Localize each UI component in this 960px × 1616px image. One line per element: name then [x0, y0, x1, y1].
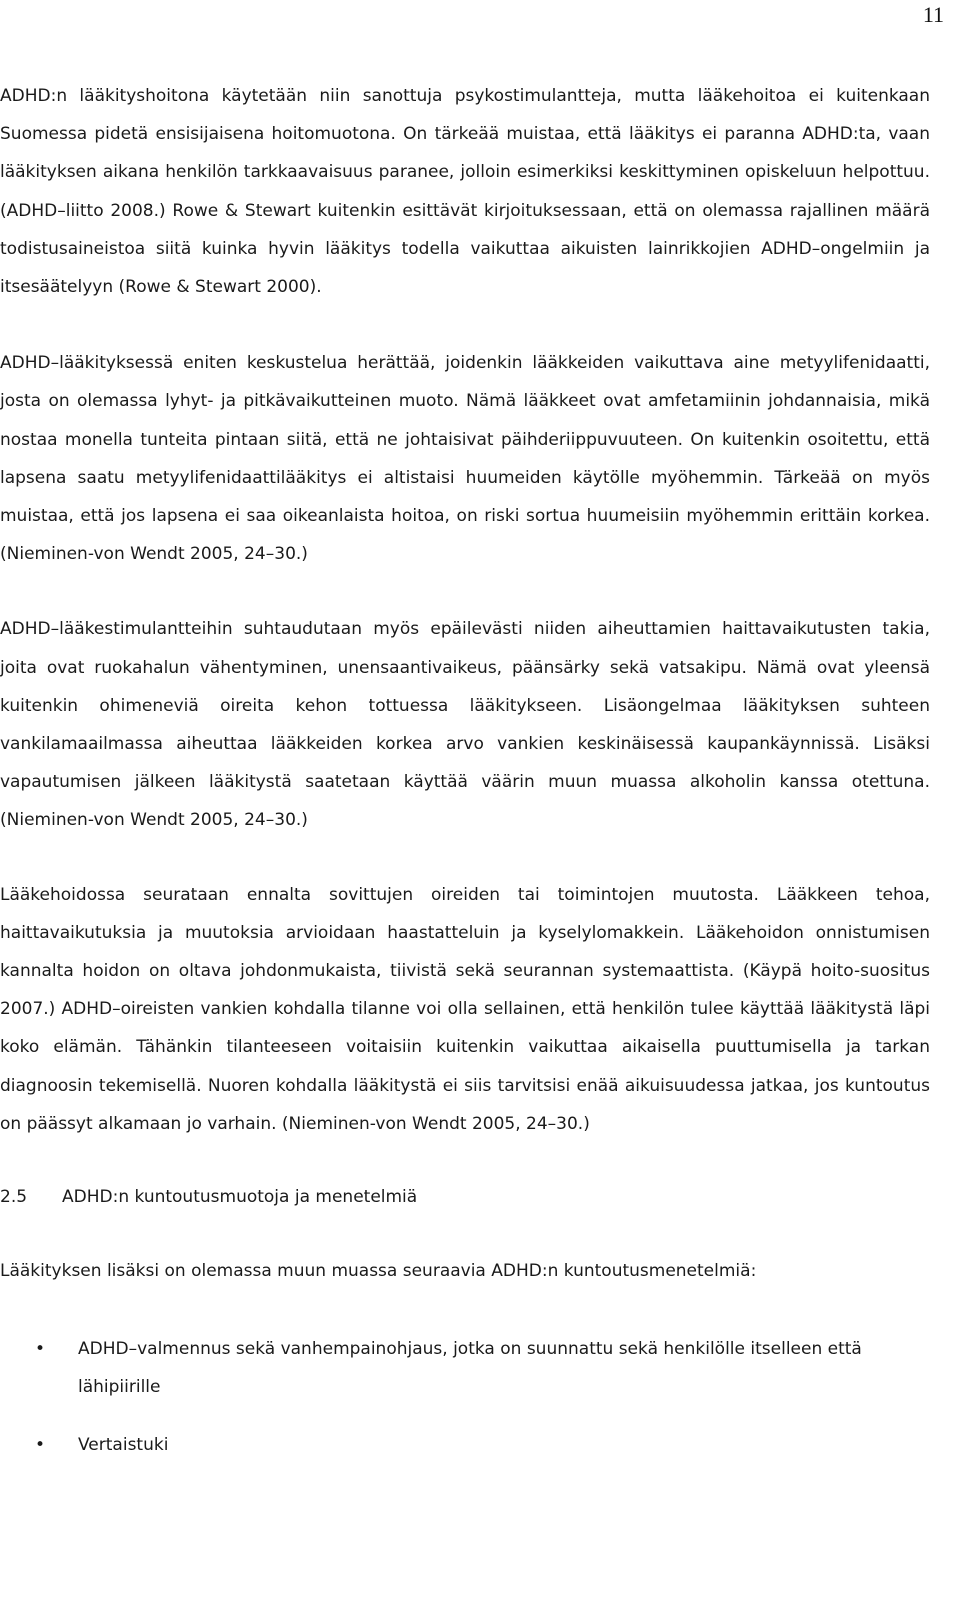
- document-body: [0, 77, 930, 1484]
- list-item-text: Vertaistuki: [78, 1435, 169, 1456]
- paragraph-side-effects: ADHD–lääkestimulantteihin suhtaudutaan myös epäilevästi niiden aiheuttamien haittavaikutusten takia, joita ovat ruokahalun vähentyminen, unensaantivaikeus, päänsärky sekä vatsakipu. Nämä ovat yleensä kuitenkin ohimeneviä oireita kehon tottuessa lääkitykseen. Lisäongelmaa lääkityksen suhteen vankilamaailmassa aiheuttaa lääkkeiden korkea arvo vankien keskinäisessä kaupankäynnissä. Lisäksi vapautumisen jälkeen lääkitystä saatetaan käyttää väärin muun muassa alkoholin kanssa otettuna. (Nieminen-von Wendt 2005, 24–30.): [0, 619, 930, 831]
- paragraph-medication-intro: ADHD:n lääkityshoitona käytetään niin sanottuja psykostimulantteja, mutta lääkehoitoa ei kuitenkaan Suomessa pidetä ensisijaisena hoitomuotona. On tärkeää muistaa, että lääkitys ei paranna ADHD:ta, vaan lääkityksen aikana henkilön tarkkaavaisuus paranee, jolloin esimerkiksi keskittyminen opiskeluun helpottuu. (ADHD–liitto 2008.) Rowe & Stewart kuitenkin esittävät kirjoituksessaan, että on olemassa rajallinen määrä todistusaineistoa siitä kuinka hyvin lääkitys todella vaikuttaa aikuisten lainrikkojien ADHD–ongelmiin ja itsesäätelyyn (Rowe & Stewart 2000).: [0, 86, 930, 298]
- section-heading: [0, 1178, 930, 1216]
- section-number: 2.5: [0, 1187, 28, 1208]
- paragraph-methylphenidate: ADHD–lääkityksessä eniten keskustelua herättää, joidenkin lääkkeiden vaikuttava aine metyylifenidaatti, josta on olemassa lyhyt- ja pitkävaikutteinen muoto. Nämä lääkkeet ovat amfetamiinin johdannaisia, mikä nostaa monella tunteita pintaan siitä, että ne johtaisivat päihderiippuvuuteen. On kuitenkin osoitettu, että lapsena saatu metyylifenidaattilääkitys ei altistaisi huumeiden käytölle myöhemmin. Tärkeää on myös muistaa, että jos lapsena ei saa oikeanlaista hoitoa, on riski sortua huumeisiin myöhemmin erittäin korkea. (Nieminen-von Wendt 2005, 24–30.): [0, 353, 930, 565]
- bullet-icon: •: [35, 1339, 46, 1360]
- rehab-methods-list: [0, 1330, 930, 1464]
- section-title: ADHD:n kuntoutusmuotoja ja menetelmiä: [62, 1187, 418, 1208]
- list-item: [0, 1330, 930, 1406]
- paragraph-monitoring: Lääkehoidossa seurataan ennalta sovittujen oireiden tai toimintojen muutosta. Lääkkeen tehoa, haittavaikutuksia ja muutoksia arvioidaan haastatteluin ja kyselylomakkein. Lääkehoidon onnistumisen kannalta hoidon on oltava johdonmukaista, tiivistä sekä seurannan systemaattista. (Käypä hoito-suositus 2007.) ADHD–oireisten vankien kohdalla tilanne voi olla sellainen, että henkilön tulee käyttää lääkitystä läpi koko elämän. Tähänkin tilanteeseen voitaisiin kuitenkin vaikuttaa aikaisella puuttumisella ja tarkan diagnoosin tekemisellä. Nuoren kohdalla lääkitystä ei siis tarvitsisi enää aikuisuudessa jatkaa, jos kuntoutus on päässyt alkamaan jo varhain. (Nieminen-von Wendt 2005, 24–30.): [0, 884, 930, 1134]
- bullet-icon: •: [35, 1435, 46, 1456]
- list-item: [0, 1426, 930, 1464]
- list-item-text: ADHD–valmennus sekä vanhempainohjaus, jotka on suunnattu sekä henkilölle itselleen että lähipiirille: [78, 1339, 862, 1398]
- page-number: 11: [922, 2, 944, 27]
- paragraph-rehab-intro: Lääkityksen lisäksi on olemassa muun muassa seuraavia ADHD:n kuntoutusmenetelmiä:: [0, 1261, 757, 1282]
